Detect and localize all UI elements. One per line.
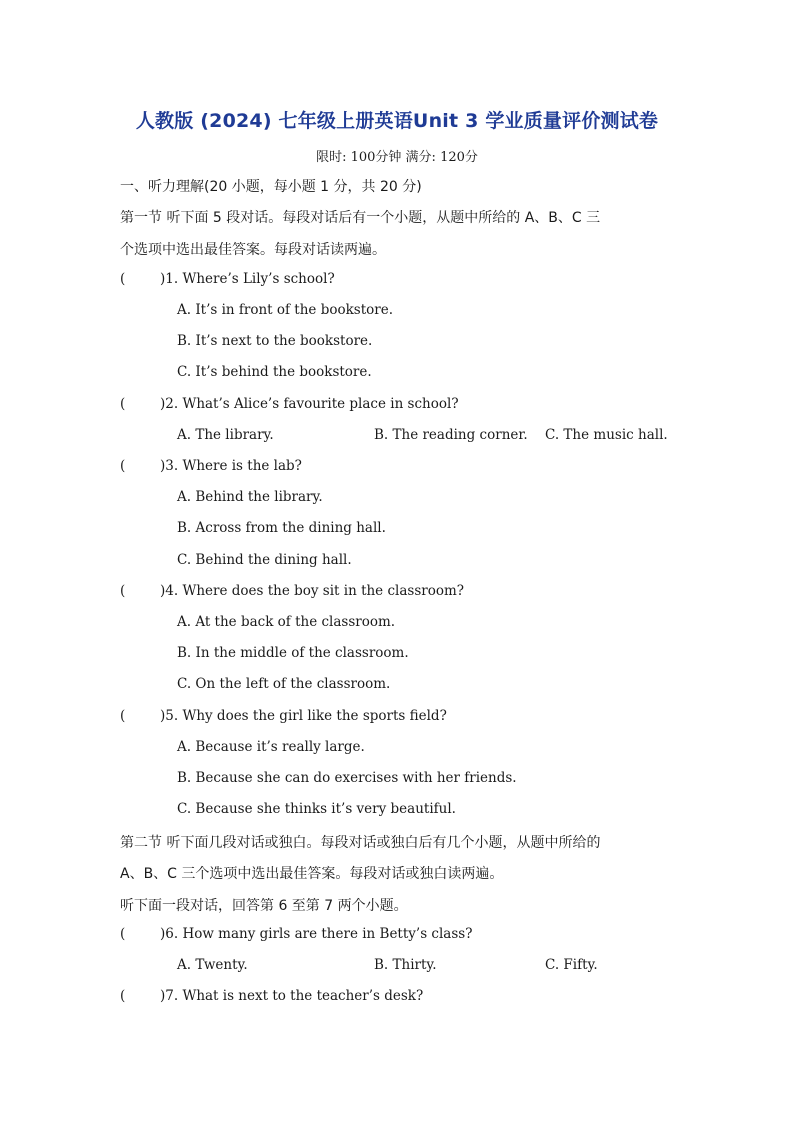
option-6b: B. Thirty. — [374, 957, 437, 973]
option-3c: C. Behind the dining hall. — [177, 552, 352, 568]
option-1a: A. It’s in front of the bookstore. — [177, 302, 393, 318]
question-stem: )7. What is next to the teacher’s desk? — [160, 988, 424, 1004]
option-2b: B. The reading corner. — [374, 427, 528, 443]
option-4c: C. On the left of the classroom. — [177, 676, 391, 692]
answer-blank[interactable]: ( — [120, 926, 126, 942]
section2-instruction-line1: 第二节 听下面几段对话或独白。每段对话或独白后有几个小题，从题中所给的 — [120, 835, 601, 851]
option-6a: A. Twenty. — [177, 957, 248, 973]
question-stem: )1. Where’s Lily’s school? — [160, 271, 335, 287]
question-3 — [120, 458, 302, 474]
question-1 — [120, 271, 335, 287]
section2-instruction-line3: 听下面一段对话，回答第 6 至第 7 两个小题。 — [120, 898, 408, 914]
option-5a: A. Because it’s really large. — [177, 739, 365, 755]
option-1b: B. It’s next to the bookstore. — [177, 333, 373, 349]
part1-heading: 一、听力理解(20 小题，每小题 1 分，共 20 分) — [120, 179, 422, 195]
answer-blank[interactable]: ( — [120, 458, 126, 474]
answer-blank[interactable]: ( — [120, 708, 126, 724]
option-6c: C. Fifty. — [545, 957, 598, 973]
option-5c: C. Because she thinks it’s very beautiful. — [177, 801, 456, 817]
question-6 — [120, 926, 472, 942]
option-4b: B. In the middle of the classroom. — [177, 645, 409, 661]
option-1c: C. It’s behind the bookstore. — [177, 364, 372, 380]
question-2 — [120, 396, 459, 412]
answer-blank[interactable]: ( — [120, 988, 126, 1004]
question-stem: )6. How many girls are there in Betty’s class? — [160, 926, 473, 942]
question-stem: )3. Where is the lab? — [160, 458, 302, 474]
option-4a: A. At the back of the classroom. — [177, 614, 396, 630]
option-3a: A. Behind the library. — [177, 489, 323, 505]
option-5b: B. Because she can do exercises with her friends. — [177, 770, 517, 786]
question-stem: )5. Why does the girl like the sports field? — [160, 708, 447, 724]
question-stem: )4. Where does the boy sit in the classroom? — [160, 583, 464, 599]
question-7 — [120, 988, 423, 1004]
section1-instruction-line2: 个选项中选出最佳答案。每段对话读两遍。 — [120, 242, 386, 258]
page-title: 人教版 (2024) 七年级上册英语Unit 3 学业质量评价测试卷 — [135, 110, 659, 132]
option-2a: A. The library. — [177, 427, 274, 443]
section2-instruction-line2: A、B、C 三个选项中选出最佳答案。每段对话或独白读两遍。 — [120, 866, 504, 882]
answer-blank[interactable]: ( — [120, 396, 126, 412]
time-limit-score: 限时: 100分钟 满分: 120分 — [316, 150, 478, 165]
question-4 — [120, 583, 464, 599]
option-2c: C. The music hall. — [545, 427, 668, 443]
option-3b: B. Across from the dining hall. — [177, 520, 386, 536]
answer-blank[interactable]: ( — [120, 271, 126, 287]
section1-instruction-line1: 第一节 听下面 5 段对话。每段对话后有一个小题，从题中所给的 A、B、C 三 — [120, 210, 601, 226]
question-stem: )2. What’s Alice’s favourite place in school? — [160, 396, 459, 412]
answer-blank[interactable]: ( — [120, 583, 126, 599]
question-5 — [120, 708, 447, 724]
